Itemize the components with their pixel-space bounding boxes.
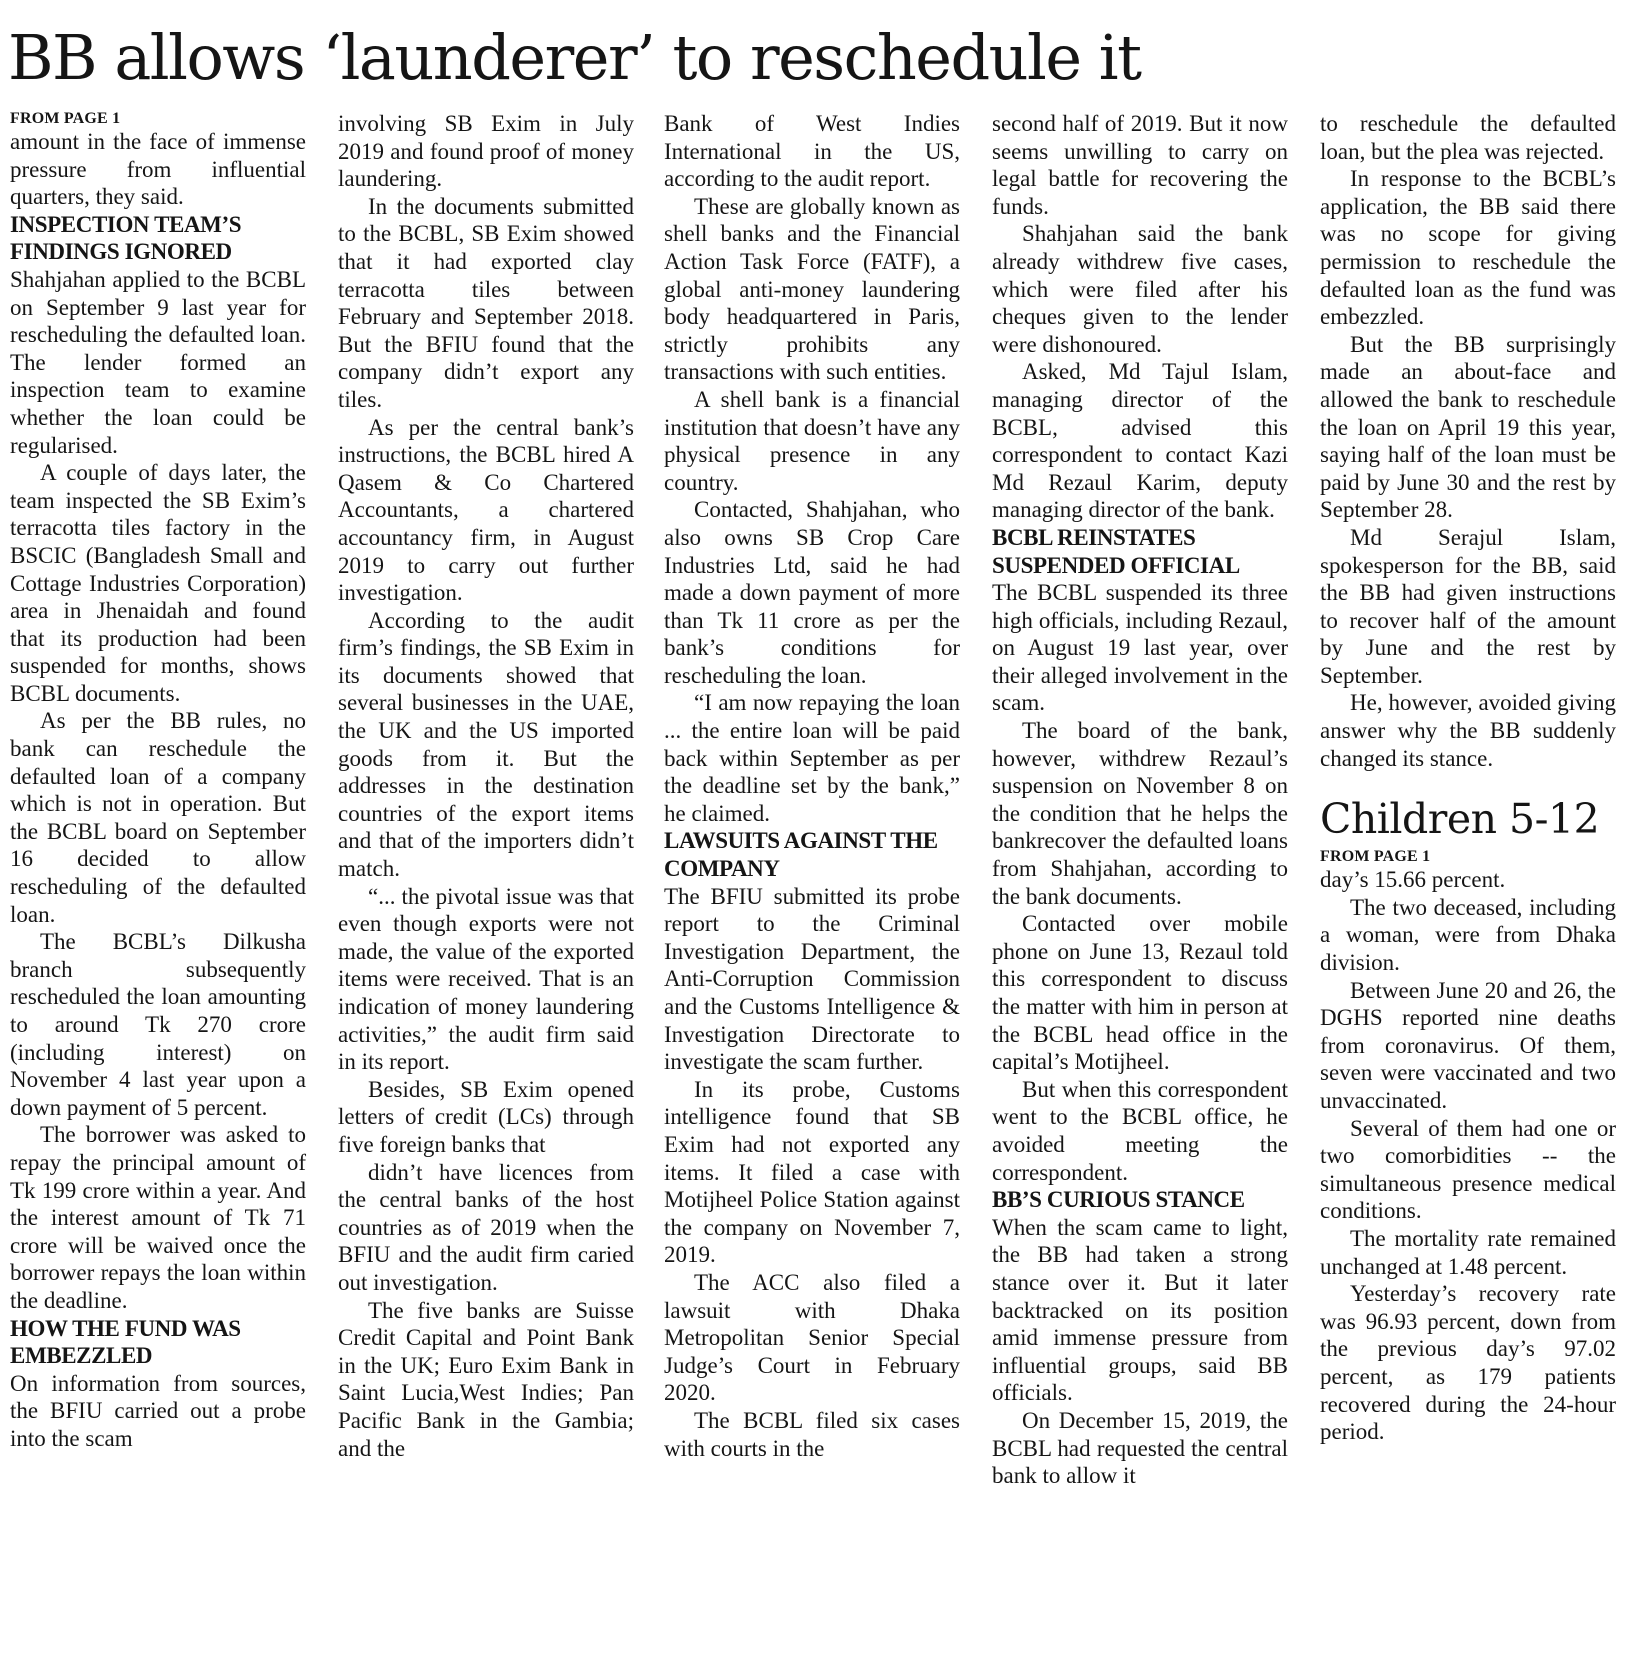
paragraph: to reschedule the defaulted loan, but the plea was rejected. [1320, 111, 1616, 164]
subheading: LAWSUITS AGAINST THE COMPANY [664, 828, 938, 882]
jump-kicker: FROM PAGE 1 [10, 110, 121, 127]
paragraph: amount in the face of immense pressure from influential quarters, they said. [10, 129, 306, 210]
paragraph: He, however, avoided giving answer why the BB suddenly changed its stance. [1320, 690, 1616, 771]
text-column-3 [664, 110, 960, 1462]
paragraph: Shahjahan applied to the BCBL on September 9 last year for rescheduling the defaulted loan. The lender formed an inspection team to examine whether the loan could be regularised. [10, 266, 306, 458]
story-headline: Children 5-12 [1320, 795, 1600, 844]
paragraph: As per the central bank’s instructions, the BCBL hired A Qasem & Co Chartered Accountants, a chartered accountancy firm, in August 2019 to carry out further investigation. [338, 414, 634, 606]
subheading: BB’S CURIOUS STANCE [992, 1187, 1245, 1213]
paragraph: But when this correspondent went to the BCBL office, he avoided meeting the correspondent. [992, 1076, 1288, 1185]
paragraph: second half of 2019. But it now seems unwilling to carry on legal battle for recovering the funds. [992, 111, 1288, 219]
subheading: HOW THE FUND WAS EMBEZZLED [10, 1315, 241, 1369]
text-column-2 [338, 110, 634, 1462]
paragraph: A couple of days later, the team inspected the SB Exim’s terracotta tiles factory in the BSCIC (Bangladesh Small and Cottage Industries Corporation) area in Jhenaidah and found that its production had been suspended for months, shows BCBL documents. [10, 460, 306, 706]
paragraph: The borrower was asked to repay the principal amount of Tk 199 crore within a year. And the interest amount of Tk 71 crore will be waived once the borrower repays the loan within the deadline. [10, 1122, 306, 1313]
paragraph: Shahjahan said the bank already withdrew five cases, which were filed after his cheques given to the lender were dishonoured. [992, 221, 1288, 357]
paragraph: Besides, SB Exim opened letters of credit (LCs) through five foreign banks that [338, 1076, 634, 1157]
paragraph: But the BB surprisingly made an about-face and allowed the bank to reschedule the loan on April 19 this year, saying half of the loan must be paid by June 30 and the rest by September 28. [1320, 331, 1616, 523]
paragraph: On information from sources, the BFIU carried out a probe into the scam [10, 1370, 306, 1451]
headline: BB allows ‘launderer’ to reschedule it [8, 21, 1141, 94]
paragraph: The board of the bank, however, withdrew Rezaul’s suspension on November 8 on the condition that he helps the bankrecover the defaulted loans from Shahjahan, according to the bank documents. [992, 718, 1288, 909]
paragraph: didn’t have licences from the central banks of the host countries as of 2019 when the BFIU and the audit firm caried out investigation. [338, 1159, 634, 1295]
text-column-4 [992, 110, 1288, 1490]
paragraph: A shell bank is a financial institution that doesn’t have any physical presence in any country. [664, 386, 960, 495]
paragraph: The BCBL’s Dilkusha branch subsequently rescheduled the loan amounting to around Tk 270 crore (including interest) on November 4 last year upon a down payment of 5 percent. [10, 929, 306, 1120]
paragraph: In response to the BCBL’s application, the BB said there was no scope for giving permission to reschedule the defaulted loan as the fund was embezzled. [1320, 166, 1616, 330]
paragraph: Yesterday’s recovery rate was 96.93 percent, down from the previous day’s 97.02 percent, as 179 patients recovered during the 24-hour period. [1320, 1281, 1616, 1445]
paragraph: The two deceased, including a woman, were from Dhaka division. [1320, 894, 1616, 976]
subheading: INSPECTION TEAM’S FINDINGS IGNORED [10, 211, 242, 265]
paragraph: Contacted over mobile phone on June 13, Rezaul told this correspondent to discuss the matter with him in person at the BCBL head office in the capital’s Motijheel. [992, 911, 1288, 1075]
paragraph: Asked, Md Tajul Islam, managing director of the BCBL, advised this correspondent to contact Kazi Md Rezaul Karim, deputy managing director of the bank. [992, 359, 1288, 523]
paragraph: involving SB Exim in July 2019 and found proof of money laundering. [338, 111, 634, 192]
paragraph: In its probe, Customs intelligence found that SB Exim had not exported any items. It filed a case with Motijheel Police Station against the company on November 7, 2019. [664, 1076, 960, 1268]
paragraph: The BCBL suspended its three high officials, including Rezaul, on August 19 last year, over their alleged involvement in the scam. [992, 580, 1288, 716]
text-column-1 [10, 110, 306, 1453]
text-column-5 [1320, 110, 1616, 1446]
paragraph: In the documents submitted to the BCBL, SB Exim showed that it had exported clay terracotta tiles between February and September 2018. But the BFIU found that the company didn’t export any tiles. [338, 193, 634, 412]
subheading: BCBL REINSTATES SUSPENDED OFFICIAL [992, 524, 1240, 578]
paragraph: “... the pivotal issue was that even though exports were not made, the value of the exported items were received. That is an indication of money laundering activities,” the audit firm said in its report. [338, 883, 634, 1075]
paragraph: day’s 15.66 percent. [1320, 867, 1506, 893]
paragraph: The five banks are Suisse Credit Capital and Point Bank in the UK; Euro Exim Bank in Saint Lucia,West Indies; Pan Pacific Bank in the Gambia; and the [338, 1297, 634, 1461]
paragraph: According to the audit firm’s findings, the SB Exim in its documents showed that several businesses in the UAE, the UK and the US imported goods from it. But the addresses in the destination countries of the export items and that of the importers didn’t match. [338, 607, 634, 882]
paragraph: The BCBL filed six cases with courts in the [664, 1407, 960, 1461]
paragraph: Between June 20 and 26, the DGHS reported nine deaths from coronavirus. Of them, seven were vaccinated and two unvaccinated. [1320, 977, 1616, 1113]
paragraph: Several of them had one or two comorbidities -- the simultaneous presence medical conditions. [1320, 1115, 1616, 1224]
paragraph: On December 15, 2019, the BCBL had requested the central bank to allow it [992, 1407, 1288, 1489]
paragraph: The ACC also filed a lawsuit with Dhaka Metropolitan Senior Special Judge’s Court in February 2020. [664, 1269, 960, 1406]
paragraph: “I am now repaying the loan ... the entire loan will be paid back within September as per the deadline set by the bank,” he claimed. [664, 690, 960, 826]
paragraph: Bank of West Indies International in the US, according to the audit report. [664, 111, 960, 192]
paragraph: As per the BB rules, no bank can reschedule the defaulted loan of a company which is not in operation. But the BCBL board on September 16 decided to allow rescheduling of the defaulted loan. [10, 708, 306, 927]
paragraph: Contacted, Shahjahan, who also owns SB Crop Care Industries Ltd, said he had made a down payment of more than Tk 11 crore as per the bank’s conditions for rescheduling the loan. [664, 497, 960, 688]
paragraph: The BFIU submitted its probe report to the Criminal Investigation Department, the Anti-Corruption Commission and the Customs Intelligence & Investigation Directorate to investigate the scam further. [664, 883, 960, 1075]
jump-kicker: FROM PAGE 1 [1320, 848, 1431, 866]
paragraph: The mortality rate remained unchanged at 1.48 percent. [1320, 1225, 1616, 1279]
paragraph: Md Serajul Islam, spokesperson for the BB, said the BB had given instructions to recover half of the amount by June and the rest by September. [1320, 524, 1616, 688]
paragraph: These are globally known as shell banks and the Financial Action Task Force (FATF), a global anti-money laundering body headquartered in Paris, strictly prohibits any transactions with such entities. [664, 193, 960, 385]
paragraph: When the scam came to light, the BB had taken a strong stance over it. But it later backtracked on its position amid immense pressure from influential groups, said BB officials. [992, 1214, 1288, 1406]
